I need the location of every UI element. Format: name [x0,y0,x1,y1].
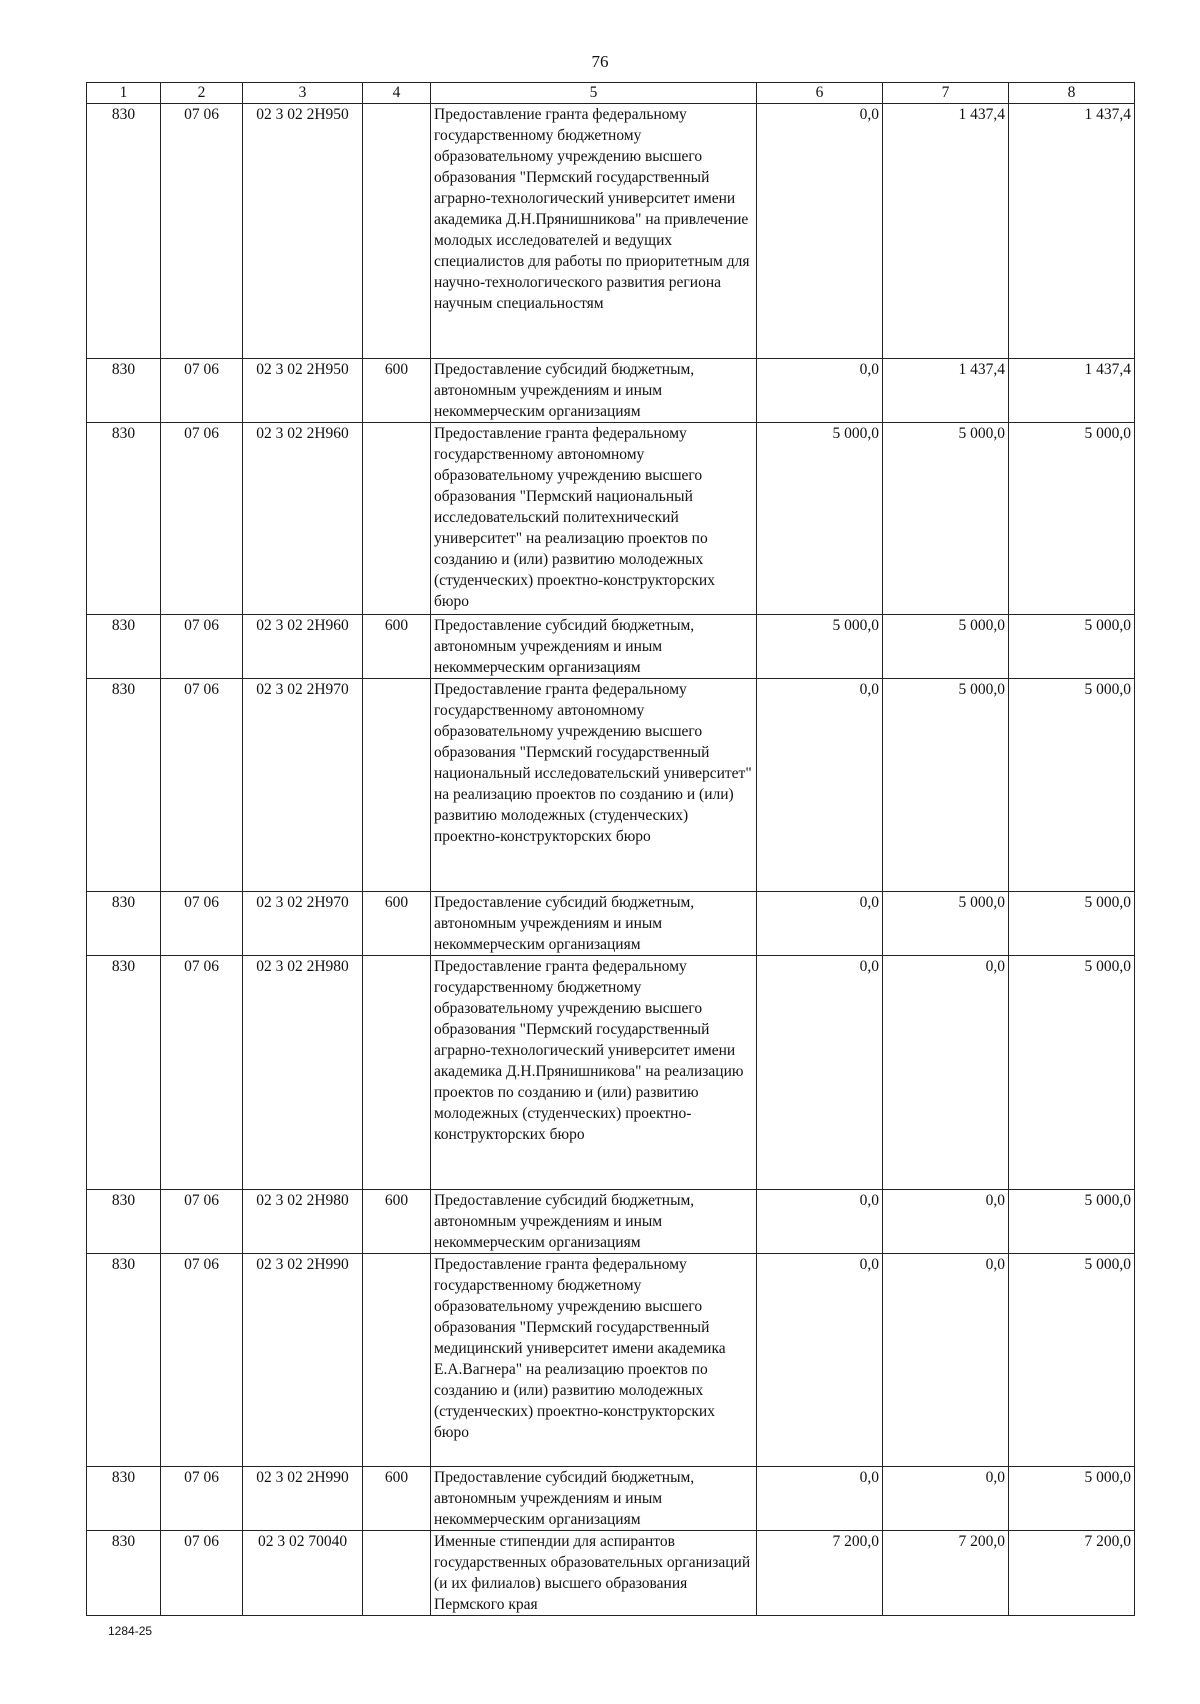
target-article-code: 02 3 02 2Н970 [243,892,363,956]
column-number: 7 [883,83,1009,104]
expense-type-code: 600 [363,892,431,956]
table-row [87,1254,1135,1467]
amount-col7: 5 000,0 [883,615,1009,679]
table-row [87,423,1135,615]
amount-col6: 5 000,0 [757,423,883,615]
table-row [87,956,1135,1190]
amount-col7: 0,0 [883,956,1009,1190]
column-number: 6 [757,83,883,104]
ministry-code: 830 [87,423,161,615]
column-number: 2 [161,83,243,104]
section-code: 07 06 [161,892,243,956]
expense-type-code: 600 [363,359,431,423]
amount-col8: 5 000,0 [1009,615,1135,679]
target-article-code: 02 3 02 2Н990 [243,1467,363,1531]
section-code: 07 06 [161,956,243,1190]
ministry-code: 830 [87,1467,161,1531]
amount-col8: 5 000,0 [1009,423,1135,615]
target-article-code: 02 3 02 2Н990 [243,1254,363,1467]
amount-col8: 1 437,4 [1009,359,1135,423]
amount-col6: 0,0 [757,104,883,359]
description: Предоставление субсидий бюджетным, автономным учреждениям и иным некоммерческим организациям [431,892,757,956]
amount-col8: 1 437,4 [1009,104,1135,359]
table-row [87,615,1135,679]
column-number: 5 [431,83,757,104]
amount-col8: 5 000,0 [1009,892,1135,956]
amount-col6: 5 000,0 [757,615,883,679]
budget-table [86,82,1135,1616]
amount-col8: 5 000,0 [1009,1190,1135,1254]
amount-col6: 0,0 [757,359,883,423]
amount-col6: 0,0 [757,1190,883,1254]
target-article-code: 02 3 02 2Н960 [243,423,363,615]
ministry-code: 830 [87,892,161,956]
amount-col7: 0,0 [883,1190,1009,1254]
column-number: 1 [87,83,161,104]
amount-col7: 1 437,4 [883,359,1009,423]
description: Предоставление субсидий бюджетным, автономным учреждениям и иным некоммерческим организациям [431,1190,757,1254]
amount-col6: 0,0 [757,679,883,892]
column-number: 8 [1009,83,1135,104]
description: Предоставление субсидий бюджетным, автономным учреждениям и иным некоммерческим организациям [431,615,757,679]
section-code: 07 06 [161,1467,243,1531]
description: Предоставление гранта федеральному государственному автономному образовательному учреждению высшего образования "Пермский государственный национальный исследовательский университет" на реализацию проектов по созданию и (или) развитию молодежных (студенческих) проектно-конструкторских бюро [431,679,757,892]
target-article-code: 02 3 02 70040 [243,1531,363,1616]
amount-col7: 5 000,0 [883,679,1009,892]
section-code: 07 06 [161,1531,243,1616]
amount-col8: 5 000,0 [1009,1254,1135,1467]
description: Предоставление гранта федеральному государственному бюджетному образовательному учреждению высшего образования "Пермский государственный медицинский университет имени академика Е.А.Вагнера" на реализацию проектов по созданию и (или) развитию молодежных (студенческих) проектно-конструкторских бюро [431,1254,757,1467]
amount-col8: 5 000,0 [1009,956,1135,1190]
amount-col7: 0,0 [883,1254,1009,1467]
amount-col7: 5 000,0 [883,892,1009,956]
description: Именные стипендии для аспирантов государственных образовательных организаций (и их филиалов) высшего образования Пермского края [431,1531,757,1616]
page-number: 76 [591,52,609,71]
target-article-code: 02 3 02 2Н980 [243,956,363,1190]
amount-col7: 0,0 [883,1467,1009,1531]
section-code: 07 06 [161,1254,243,1467]
expense-type-code: 600 [363,615,431,679]
description: Предоставление субсидий бюджетным, автономным учреждениям и иным некоммерческим организациям [431,359,757,423]
expense-type-code [363,1254,431,1467]
section-code: 07 06 [161,1190,243,1254]
amount-col6: 0,0 [757,956,883,1190]
expense-type-code: 600 [363,1467,431,1531]
column-number: 3 [243,83,363,104]
column-number: 4 [363,83,431,104]
table-row [87,1190,1135,1254]
section-code: 07 06 [161,615,243,679]
amount-col8: 5 000,0 [1009,1467,1135,1531]
target-article-code: 02 3 02 2Н950 [243,359,363,423]
expense-type-code: 600 [363,1190,431,1254]
table-row [87,104,1135,359]
ministry-code: 830 [87,615,161,679]
ministry-code: 830 [87,956,161,1190]
amount-col6: 7 200,0 [757,1531,883,1616]
amount-col8: 7 200,0 [1009,1531,1135,1616]
amount-col6: 0,0 [757,892,883,956]
description: Предоставление гранта федеральному государственному бюджетному образовательному учреждению высшего образования "Пермский государственный аграрно-технологический университет имени академика Д.Н.Прянишникова" на реализацию проектов по созданию и (или) развитию молодежных (студенческих) проектно-конструкторских бюро [431,956,757,1190]
expense-type-code [363,679,431,892]
expense-type-code [363,956,431,1190]
ministry-code: 830 [87,1254,161,1467]
amount-col7: 7 200,0 [883,1531,1009,1616]
table-row [87,359,1135,423]
target-article-code: 02 3 02 2Н950 [243,104,363,359]
amount-col6: 0,0 [757,1467,883,1531]
expense-type-code [363,1531,431,1616]
document-number: 1284-25 [108,1624,153,1638]
description: Предоставление субсидий бюджетным, автономным учреждениям и иным некоммерческим организациям [431,1467,757,1531]
target-article-code: 02 3 02 2Н980 [243,1190,363,1254]
target-article-code: 02 3 02 2Н960 [243,615,363,679]
table-row [87,892,1135,956]
column-number-row [87,83,1135,104]
target-article-code: 02 3 02 2Н970 [243,679,363,892]
expense-type-code [363,104,431,359]
section-code: 07 06 [161,679,243,892]
amount-col7: 1 437,4 [883,104,1009,359]
section-code: 07 06 [161,359,243,423]
section-code: 07 06 [161,104,243,359]
amount-col7: 5 000,0 [883,423,1009,615]
amount-col8: 5 000,0 [1009,679,1135,892]
ministry-code: 830 [87,679,161,892]
amount-col6: 0,0 [757,1254,883,1467]
ministry-code: 830 [87,1531,161,1616]
section-code: 07 06 [161,423,243,615]
description: Предоставление гранта федеральному государственному автономному образовательному учреждению высшего образования "Пермский национальный исследовательский политехнический университет" на реализацию проектов по созданию и (или) развитию молодежных (студенческих) проектно-конструкторских бюро [431,423,757,615]
table-row [87,1467,1135,1531]
table-row [87,1531,1135,1616]
description: Предоставление гранта федеральному государственному бюджетному образовательному учреждению высшего образования "Пермский государственный аграрно-технологический университет имени академика Д.Н.Прянишникова" на привлечение молодых исследователей и ведущих специалистов для работы по приоритетным для научно-технологического развития региона научным специальностям [431,104,757,359]
ministry-code: 830 [87,1190,161,1254]
expense-type-code [363,423,431,615]
ministry-code: 830 [87,104,161,359]
table-row [87,679,1135,892]
ministry-code: 830 [87,359,161,423]
